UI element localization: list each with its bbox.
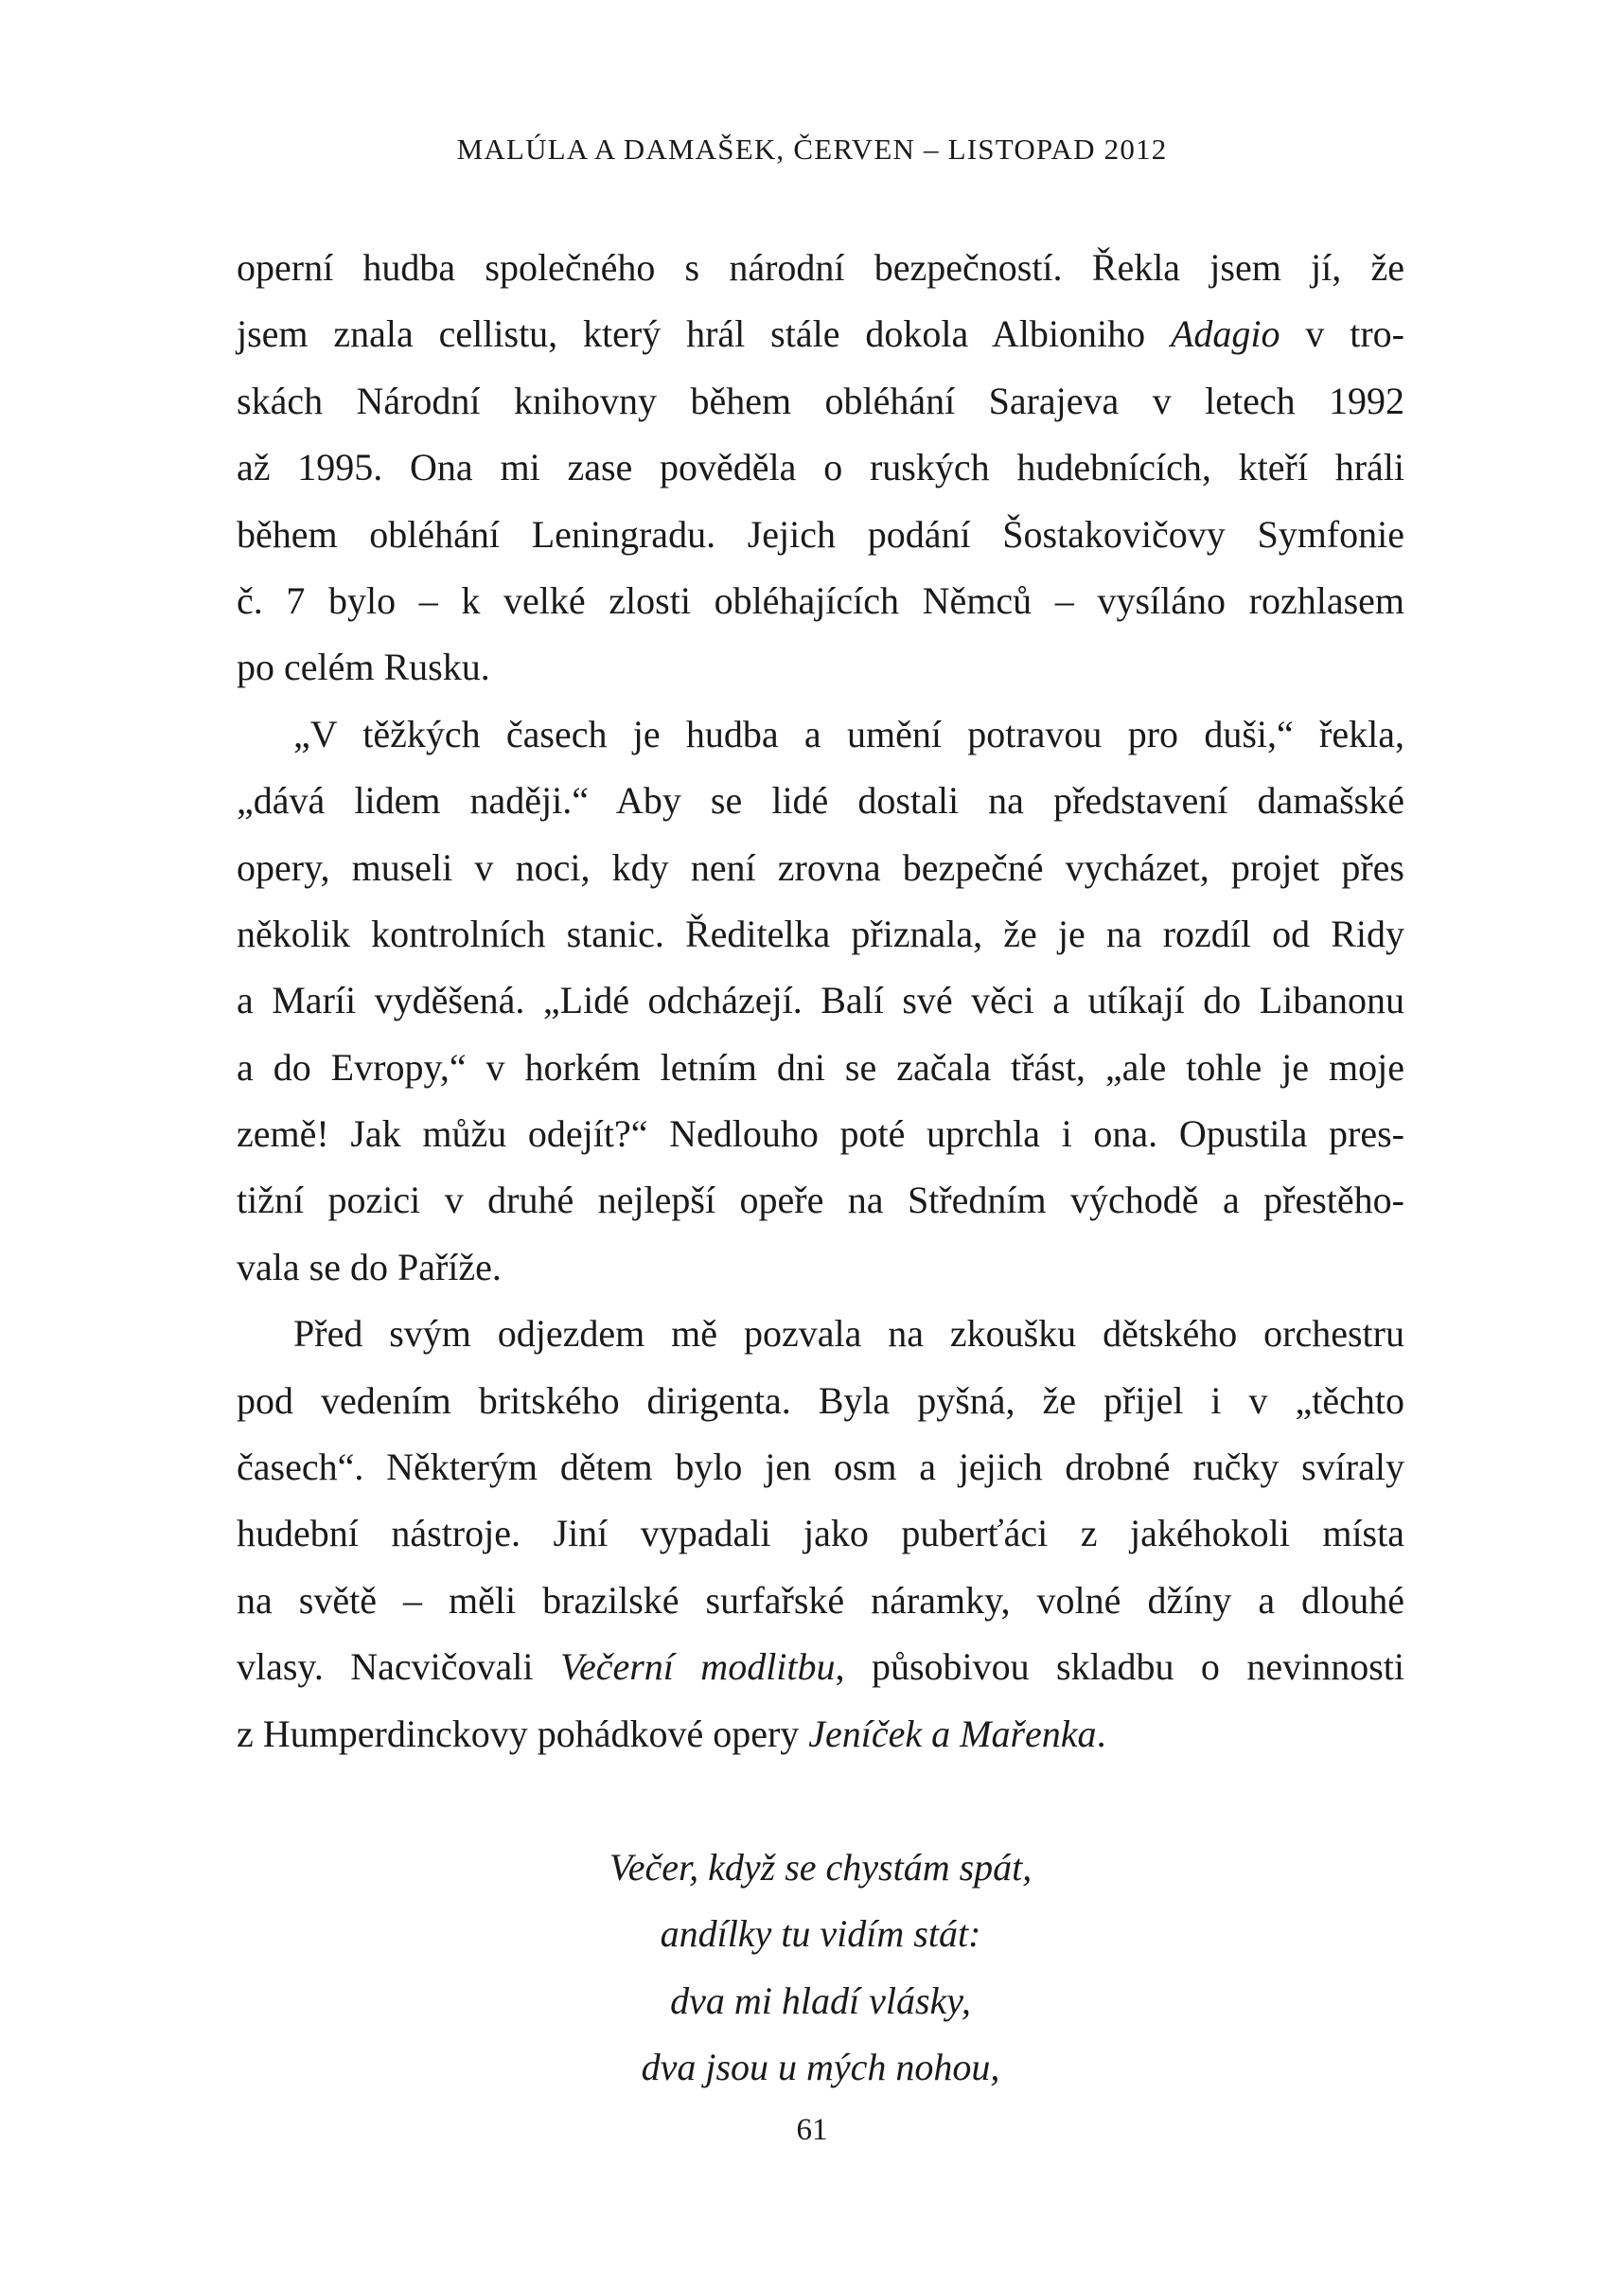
text-line: č. 7 bylo – k velké zlosti obléhajících Němců – vysíláno rozhlasem [237, 578, 1404, 622]
page-number: 61 [796, 2113, 828, 2147]
text-line: pod vedením britského dirigenta. Byla pyšná, že přijel i v „těchto [237, 1378, 1404, 1422]
text-line: „V těžkých časech je hudba a umění potravou pro duši,“ řekla, [293, 712, 1404, 755]
running-head: MALÚLA A DAMAŠEK, ČERVEN – LISTOPAD 2012 [456, 133, 1168, 166]
text-line: „dává lidem naději.“ Aby se lidé dostali na představení damašské [237, 779, 1404, 823]
text-line: časech“. Některým dětem bylo jen osm a jejich drobné ručky svíraly [237, 1446, 1404, 1489]
text-line: hudební nástroje. Jiní vypadali jako puberťáci z jakéhokoli místa [237, 1512, 1404, 1555]
verse-line: andílky tu vidím stát: [660, 1912, 981, 1956]
italic-title: Jeníček a Mařenka [808, 1712, 1097, 1755]
text-line: jsem znala cellistu, který hrál stále dokola Albioniho Adagio v tro- [237, 312, 1404, 356]
text-line: opery, museli v noci, kdy není zrovna bezpečné vycházet, projet přes [237, 845, 1404, 889]
text-line: vlasy. Nacvičovali Večerní modlitbu, působivou skladbu o nevinnosti [237, 1645, 1405, 1689]
italic-title: Adagio [1170, 312, 1280, 356]
text-line: země! Jak můžu odejít?“ Nedlouho poté uprchla i ona. Opustila pres- [237, 1112, 1404, 1156]
text-line: na světě – měli brazilské surfařské náramky, volné džíny a dlouhé [237, 1578, 1404, 1622]
text-line: a do Evropy,“ v horkém letním dni se začala třást, „ale tohle je moje [237, 1045, 1404, 1089]
verse-block [237, 1835, 1404, 2102]
text-line: tižní pozici v druhé nejlepší opeře na Středním východě a přestěho- [237, 1179, 1404, 1222]
text-line: během obléhání Leningradu. Jejich podání Šostakovičovy Symfonie [237, 512, 1404, 556]
text-line: skách Národní knihovny během obléhání Sarajeva v letech 1992 [237, 379, 1404, 422]
body-text [237, 235, 1404, 1767]
text-line: operní hudba společného s národní bezpečností. Řekla jsem jí, že [237, 246, 1404, 289]
verse-line: dva jsou u mých nohou, [641, 2046, 1000, 2089]
verse-line: dva mi hladí vlásky, [670, 1978, 971, 2022]
text-line: až 1995. Ona mi zase pověděla o ruských hudebnících, kteří hráli [237, 446, 1404, 489]
text-line: několik kontrolních stanic. Ředitelka přiznala, že je na rozdíl od Ridy [237, 912, 1404, 955]
text-line: vala se do Paříže. [237, 1245, 502, 1288]
text-line: z Humperdinckovy pohádkové opery Jeníček a Mařenka. [237, 1712, 1106, 1755]
text-line: a Maríi vyděšená. „Lidé odcházejí. Balí své věci a utíkají do Libanonu [237, 979, 1404, 1022]
text-line: Před svým odjezdem mě pozvala na zkoušku dětského orchestru [293, 1312, 1404, 1356]
verse-line: Večer, když se chystám spát, [609, 1846, 1033, 1889]
text-line: po celém Rusku. [237, 646, 490, 689]
italic-title: Večerní modlitbu [559, 1645, 836, 1689]
